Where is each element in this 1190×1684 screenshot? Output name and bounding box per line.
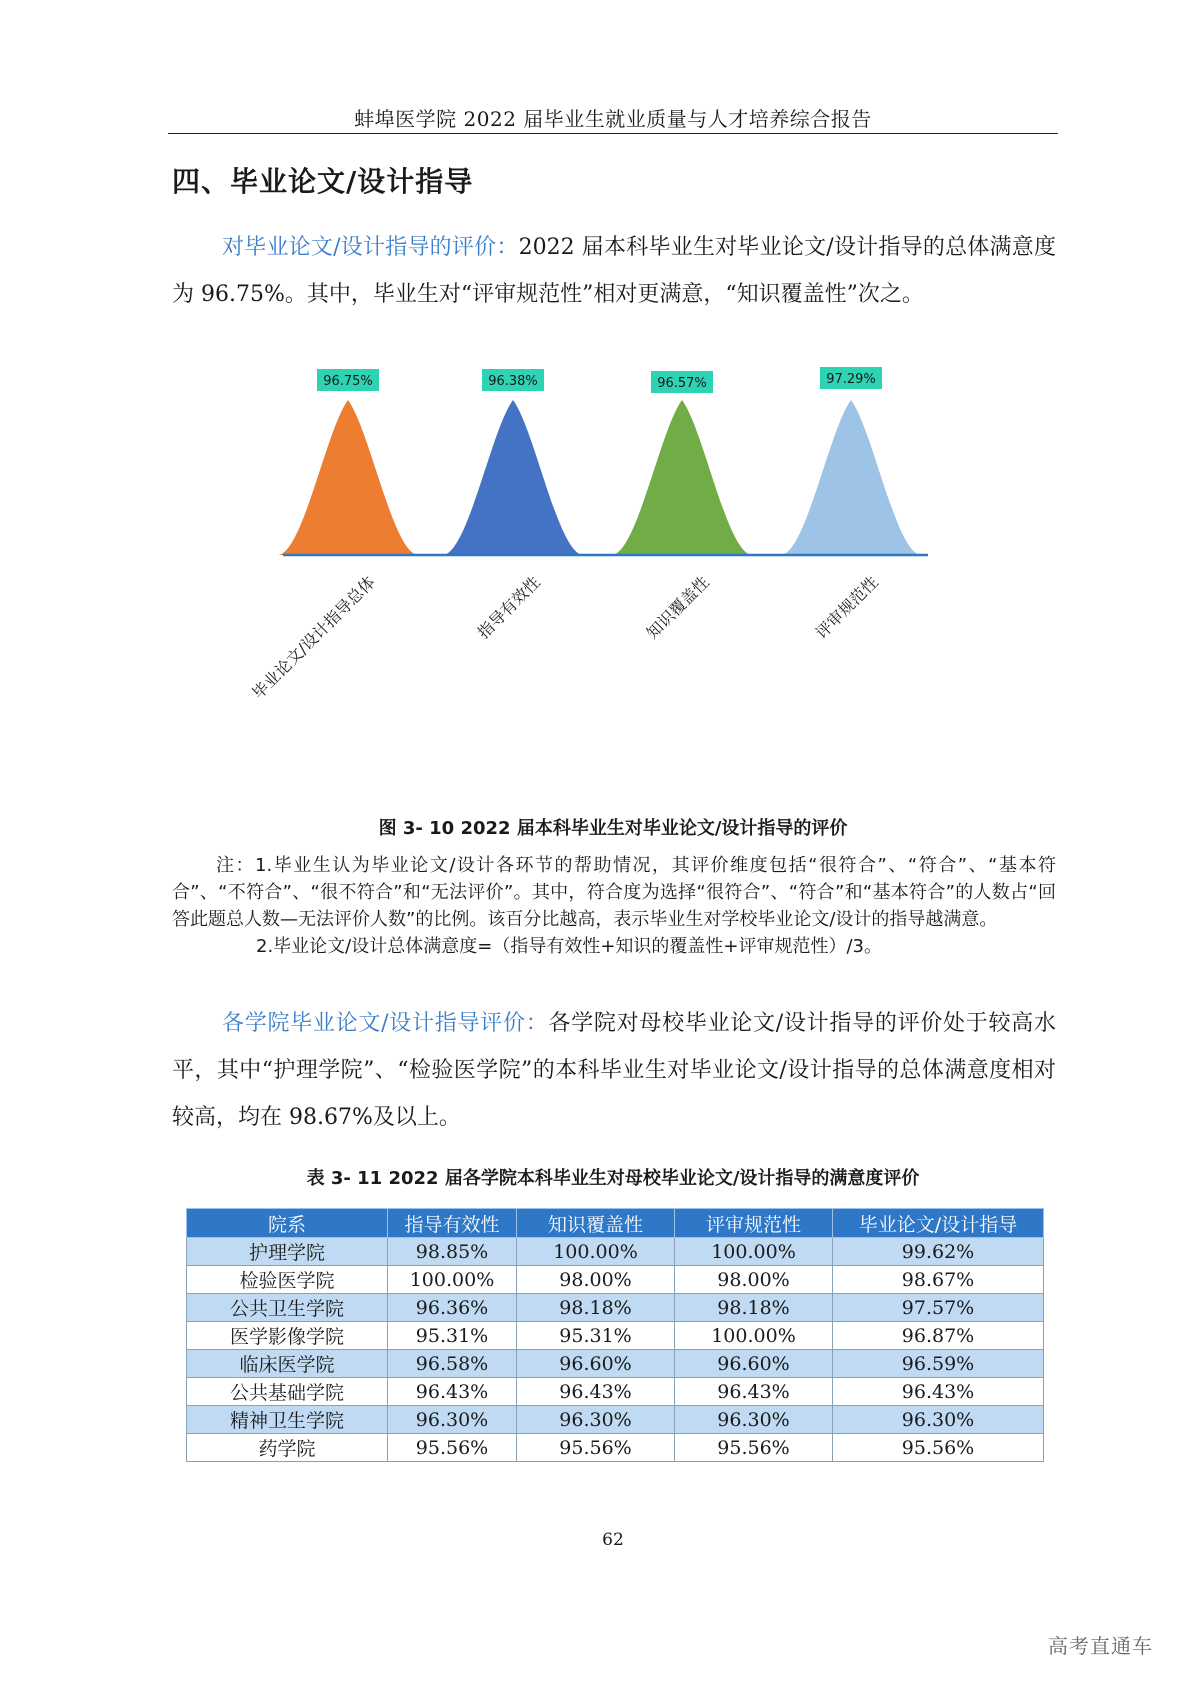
table-row	[187, 1294, 1044, 1322]
page-number: 62	[602, 1530, 624, 1550]
table-cell: 96.30%	[833, 1406, 1044, 1434]
paragraph-text: 各学院对母校毕业论文/设计指导的评价处于较高水平，其中“护理学院”、“检验医学院”的本科毕业生对毕业论文/设计指导的总体满意度相对较高，均在 98.67%及以上。	[172, 1011, 1056, 1130]
table-cell: 96.58%	[388, 1350, 517, 1378]
table-cell: 100.00%	[388, 1266, 517, 1294]
table-cell: 96.30%	[517, 1406, 675, 1434]
table-cell: 96.87%	[833, 1322, 1044, 1350]
table-row	[187, 1322, 1044, 1350]
table-cell: 96.60%	[675, 1350, 833, 1378]
column-header: 院系	[187, 1209, 388, 1238]
table-cell: 98.00%	[517, 1266, 675, 1294]
chart-peak	[443, 400, 583, 555]
table-cell: 96.36%	[388, 1294, 517, 1322]
header-divider	[168, 133, 1058, 134]
paragraph-college-evaluation	[172, 1000, 1056, 1141]
college-name-cell: 检验医学院	[187, 1266, 388, 1294]
data-label: 96.57%	[657, 376, 707, 391]
data-label: 96.38%	[488, 374, 538, 389]
column-header: 指导有效性	[388, 1209, 517, 1238]
table-cell: 99.62%	[833, 1238, 1044, 1266]
college-name-cell: 临床医学院	[187, 1350, 388, 1378]
table-row	[187, 1434, 1044, 1462]
table-cell: 95.56%	[675, 1434, 833, 1462]
college-name-cell: 医学影像学院	[187, 1322, 388, 1350]
paragraph-lead: 各学院毕业论文/设计指导评价：	[222, 1011, 549, 1036]
table-cell: 96.43%	[517, 1378, 675, 1406]
table-caption: 表 3- 11 2022 届各学院本科毕业生对母校毕业论文/设计指导的满意度评价	[306, 1168, 920, 1189]
table-row	[187, 1378, 1044, 1406]
table-row	[187, 1266, 1044, 1294]
table-cell: 95.56%	[833, 1434, 1044, 1462]
note-2: 2.毕业论文/设计总体满意度=（指导有效性+知识的覆盖性+评审规范性）/3。	[256, 936, 882, 957]
page-header-title: 蚌埠医学院 2022 届毕业生就业质量与人才培养综合报告	[354, 107, 872, 131]
table-cell: 96.60%	[517, 1350, 675, 1378]
category-label: 知识覆盖性	[642, 572, 713, 643]
college-name-cell: 公共基础学院	[187, 1378, 388, 1406]
category-label: 评审规范性	[811, 572, 882, 643]
table-cell: 98.18%	[675, 1294, 833, 1322]
table-cell: 100.00%	[675, 1322, 833, 1350]
table-cell: 97.57%	[833, 1294, 1044, 1322]
paragraph-lead: 对毕业论文/设计指导的评价：	[222, 235, 519, 260]
table-cell: 98.85%	[388, 1238, 517, 1266]
figure-notes	[172, 852, 1056, 960]
table-cell: 96.30%	[388, 1406, 517, 1434]
college-name-cell: 精神卫生学院	[187, 1406, 388, 1434]
column-header: 毕业论文/设计指导	[833, 1209, 1044, 1238]
table-row	[187, 1238, 1044, 1266]
paragraph-evaluation	[172, 224, 1056, 318]
table-cell: 98.00%	[675, 1266, 833, 1294]
table-cell: 96.43%	[833, 1378, 1044, 1406]
column-header: 评审规范性	[675, 1209, 833, 1238]
college-name-cell: 公共卫生学院	[187, 1294, 388, 1322]
category-label: 指导有效性	[473, 572, 544, 643]
note-1: 注：1.毕业生认为毕业论文/设计各环节的帮助情况，其评价维度包括“很符合”、“符合”、“基本符合”、“不符合”、“很不符合”和“无法评价”。其中，符合度为选择“很符合”、“符合”和“基本符合”的人数占“回答此题总人数—无法评价人数”的比例。该百分比越高，表示毕业生对学校毕业论文/设计的指导越满意。	[172, 855, 1056, 930]
table-cell: 98.67%	[833, 1266, 1044, 1294]
table-row	[187, 1406, 1044, 1434]
table-cell: 98.18%	[517, 1294, 675, 1322]
table-cell: 96.43%	[675, 1378, 833, 1406]
table-cell: 100.00%	[517, 1238, 675, 1266]
chart-svg	[168, 372, 1058, 800]
table-row	[187, 1350, 1044, 1378]
section-title: 四、毕业论文/设计指导	[172, 165, 474, 198]
college-name-cell: 药学院	[187, 1434, 388, 1462]
table-cell: 95.31%	[517, 1322, 675, 1350]
paragraph-text: 2022 届本科毕业生对毕业论文/设计指导的总体满意度为 96.75%。其中，毕业生对“评审规范性”相对更满意，“知识覆盖性”次之。	[172, 235, 1056, 307]
table-cell: 96.30%	[675, 1406, 833, 1434]
watermark: 高考直通车	[1048, 1634, 1153, 1658]
table-cell: 96.43%	[388, 1378, 517, 1406]
chart-peak	[781, 400, 921, 555]
table-body	[187, 1238, 1044, 1462]
table-cell: 95.31%	[388, 1322, 517, 1350]
chart-peak	[612, 400, 752, 555]
table-header-row	[187, 1209, 1044, 1238]
data-label: 97.29%	[826, 372, 876, 387]
chart-peak	[278, 400, 418, 555]
table-cell: 95.56%	[388, 1434, 517, 1462]
figure-caption: 图 3- 10 2022 届本科毕业生对毕业论文/设计指导的评价	[378, 818, 848, 839]
satisfaction-table	[186, 1208, 1044, 1462]
college-name-cell: 护理学院	[187, 1238, 388, 1266]
column-header: 知识覆盖性	[517, 1209, 675, 1238]
data-label: 96.75%	[323, 374, 373, 389]
category-label: 毕业论文/设计指导总体	[248, 572, 379, 703]
table-cell: 96.59%	[833, 1350, 1044, 1378]
table-cell: 95.56%	[517, 1434, 675, 1462]
table-cell: 100.00%	[675, 1238, 833, 1266]
evaluation-chart	[168, 372, 1058, 800]
